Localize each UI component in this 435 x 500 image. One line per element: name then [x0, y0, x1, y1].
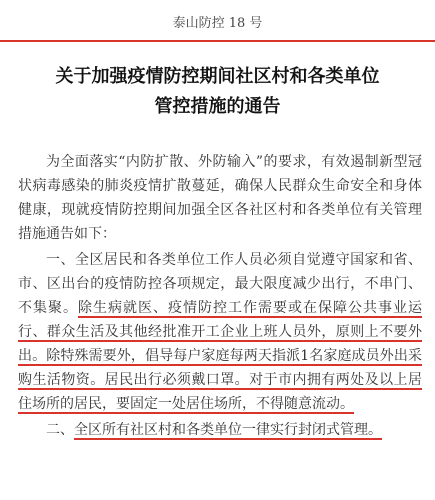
item-1-plain-text: 一、全区居民和各类单位工作人员必须自觉遵守国家和省、市、区出台的疫情防控各项规定，最大限度减少出行，不串门、不集聚。: [18, 252, 422, 316]
item-1-paragraph: [18, 248, 422, 416]
item-2-prefix: 二、: [46, 422, 74, 438]
title-line-1: 关于加强疫情防控期间社区村和各类单位: [55, 66, 380, 87]
title-line-2: 管控措施的通告: [154, 96, 281, 117]
intro-text: 为全面落实“内防扩散、外防输入”的要求，有效遏制新型冠状病毒感染的肺炎疫情扩散蔓延，确保人民群众生命安全和身体健康，现就疫情防控期间加强全区各社区村和各类单位有关管理措施通告如下：: [18, 154, 422, 242]
document-title: [0, 62, 435, 122]
item-1-highlighted-text: 除生病就医、疫情防控工作需要或在保障公共事业运行、群众生活及其他经批准开工企业上班人员外，原则上不要外出。除特殊需要外，倡导每户家庭每两天指派1名家庭成员外出采购生活物资。居民出行必须戴口罩。对于市内拥有两处及以上居住场所的居民，要固定一处居住场所，不得随意流动。: [18, 300, 422, 412]
red-title-divider: [0, 40, 435, 42]
item-2-highlighted-text: 全区所有社区村和各类单位一律实行封闭式管理。: [74, 422, 382, 438]
document-number: 泰山防控 18 号: [172, 16, 263, 31]
item-2-paragraph: [18, 418, 422, 442]
document-body: [18, 150, 422, 442]
intro-paragraph: [18, 150, 422, 246]
